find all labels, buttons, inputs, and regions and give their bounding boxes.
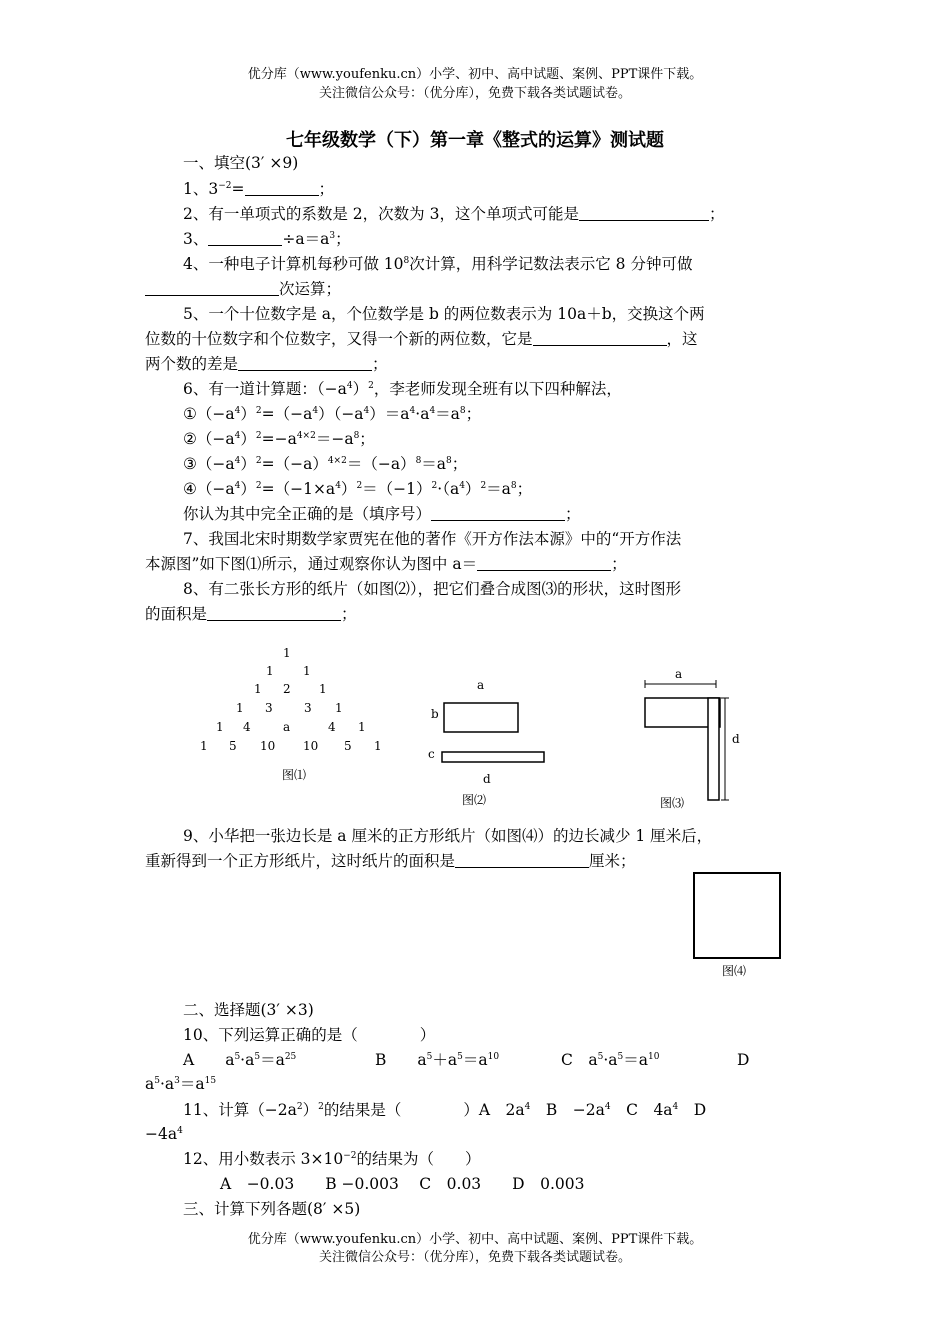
question-11-option-d: $-4a^4$ — [145, 1125, 183, 1143]
question-12-options: A −0.03 B −0.003 C 0.03 D 0.003 — [220, 1175, 585, 1193]
figure-4-square — [690, 870, 790, 980]
answer-blank[interactable] — [455, 853, 589, 868]
question-9-line-2: 重新得到一个正方形纸片，这时纸片的面积是 厘米； — [145, 852, 636, 870]
label-a: a — [477, 678, 485, 692]
question-9-line-1: 9、小华把一张边长是 a 厘米的正方形纸片（如图⑷）的边长减少 1 厘米后， — [183, 827, 713, 845]
answer-blank[interactable] — [245, 181, 319, 196]
question-7-line-1: 7、我国北宋时期数学家贾宪在他的著作《开方作法本源》中的“开方作法 — [183, 530, 682, 548]
rectangle-c-d — [708, 698, 719, 800]
header-line-1: 优分库（www.youfenku.cn）小学、初中、高中试题、案例、PPT课件下载。 — [247, 67, 703, 82]
tri-cell: 1 — [303, 664, 311, 678]
tri-cell: 1 — [374, 739, 382, 753]
question-10-option-a: A $a^5\cdot a^5=a^{25}$ — [183, 1051, 297, 1069]
answer-blank[interactable] — [533, 331, 667, 346]
question-1: 1、$3^{-2}=$ ； — [183, 180, 335, 198]
question-10-option-c: C $a^5\cdot a^5=a^{10}$ — [561, 1051, 660, 1069]
footer-line-2: 关注微信公众号：（优分库），免费下载各类试题试卷。 — [318, 1250, 631, 1265]
tri-cell: 5 — [229, 739, 237, 753]
method-2: $②(-a^4)^2=-a^{4\times 2}=-a^8$； — [183, 430, 375, 448]
tri-cell: 3 — [304, 701, 312, 715]
figure-1-caption: 图⑴ — [282, 768, 307, 782]
tri-cell: 10 — [260, 739, 276, 753]
question-10-option-d-label: D — [737, 1051, 750, 1069]
method-1: $①(-a^4)^2=(-a^4)(-a^4)=a^4\cdot a^4=a^8$； — [183, 405, 482, 423]
rectangle-c-d — [442, 752, 544, 762]
figure-4-caption: 图⑷ — [722, 964, 747, 978]
label-a: a — [675, 667, 683, 681]
method-3: $③(-a^4)^2=(-a)^{4\times 2}=(-a)^8=a^8$； — [183, 455, 468, 473]
tri-cell: 5 — [344, 739, 352, 753]
section-1-heading: 一、填空(3′ ×9) — [183, 154, 299, 172]
question-5-line-1: 5、一个十位数字是 a，个位数学是 b 的两位数表示为 10a＋b，交换这个两 — [183, 305, 705, 323]
question-12: 12、用小数表示 $3\times 10^{-2}$的结果为（ ） — [183, 1150, 481, 1168]
label-d: d — [483, 772, 491, 786]
tri-cell-unknown: a — [283, 720, 291, 734]
tri-cell: 1 — [236, 701, 244, 715]
question-2: 2、有一单项式的系数是 2，次数为 3，这个单项式可能是 ； — [183, 205, 725, 223]
question-10: 10、下列运算正确的是（ ） — [183, 1026, 436, 1044]
square — [694, 873, 780, 958]
tri-cell: 2 — [283, 682, 291, 696]
label-c: c — [428, 747, 435, 761]
tri-cell: 4 — [243, 720, 251, 734]
tri-cell: 1 — [200, 739, 208, 753]
method-4: $④(-a^4)^2=(-1\times a^4)^2=(-1)^2\cdot(a^4)^2=a^8$； — [183, 480, 533, 498]
tri-cell: 1 — [216, 720, 224, 734]
tri-cell: 1 — [319, 682, 327, 696]
answer-blank[interactable] — [145, 281, 279, 296]
figure-2-svg — [420, 676, 560, 810]
question-8-line-2: 的面积是 ； — [145, 605, 357, 623]
label-d: d — [732, 732, 740, 746]
figure-3-overlap — [640, 664, 750, 812]
section-3-heading: 三、计算下列各题(8′ ×5) — [183, 1200, 361, 1218]
question-10-option-d: $a^5\cdot a^3=a^{15}$ — [145, 1075, 217, 1093]
footer-line-1: 优分库（www.youfenku.cn）小学、初中、高中试题、案例、PPT课件下载。 — [247, 1232, 703, 1247]
question-7-line-2: 本源图”如下图⑴所示，通过观察你认为图中 a＝ ； — [145, 555, 627, 573]
rectangle-a-b — [444, 703, 518, 732]
figure-3-svg — [640, 664, 750, 812]
section-2-heading: 二、选择题(3′ ×3) — [183, 1001, 314, 1019]
figure-1-pascal-triangle — [190, 640, 390, 790]
answer-blank[interactable] — [238, 356, 372, 371]
tri-cell: 4 — [328, 720, 336, 734]
question-10-option-b: B $a^5+a^5=a^{10}$ — [375, 1051, 500, 1069]
tri-cell: 10 — [303, 739, 319, 753]
tri-cell: 1 — [283, 646, 291, 660]
tri-cell: 3 — [265, 701, 273, 715]
question-3: 3、 $\div a=a^3$； — [183, 230, 351, 248]
question-6: 6、有一道计算题：$(-a^4)^2$，李老师发现全班有以下四种解法， — [183, 380, 622, 398]
page-title: 七年级数学（下）第一章《整式的运算》测试题 — [286, 130, 664, 151]
answer-blank[interactable] — [207, 606, 341, 621]
header-line-2: 关注微信公众号：（优分库），免费下载各类试题试卷。 — [318, 86, 631, 101]
question-8-line-1: 8、有二张长方形的纸片（如图⑵），把它们叠合成图⑶的形状，这时图形 — [183, 580, 682, 598]
answer-blank[interactable] — [579, 206, 709, 221]
figure-2-caption: 图⑵ — [462, 793, 487, 807]
answer-blank[interactable] — [208, 231, 282, 246]
question-11: 11、计算$(-2a^2)^2$的结果是（ ）A $2a^4$ B $-2a^4$ C $4a^4$ D — [183, 1101, 707, 1119]
figure-2-rectangles — [420, 676, 560, 810]
tri-cell: 1 — [266, 664, 274, 678]
question-4-line-2: 次运算； — [145, 278, 341, 300]
tri-cell: 1 — [358, 720, 366, 734]
label-b: b — [431, 707, 439, 721]
answer-blank[interactable] — [477, 556, 611, 571]
question-5-line-2: 位数的十位数字和个位数字，又得一个新的两位数，它是 ，这 — [145, 330, 698, 348]
tri-cell: 1 — [254, 682, 262, 696]
answer-blank[interactable] — [431, 506, 565, 521]
figure-3-caption: 图⑶ — [660, 796, 685, 810]
question-4-line-1: 4、一种电子计算机每秒可做 $10^8$次计算，用科学记数法表示它 8 分钟可做 — [183, 255, 693, 273]
question-5-line-3: 两个数的差是 ； — [145, 355, 388, 373]
question-6-answer: 你认为其中完全正确的是（填序号） ； — [183, 505, 581, 523]
tri-cell: 1 — [335, 701, 343, 715]
